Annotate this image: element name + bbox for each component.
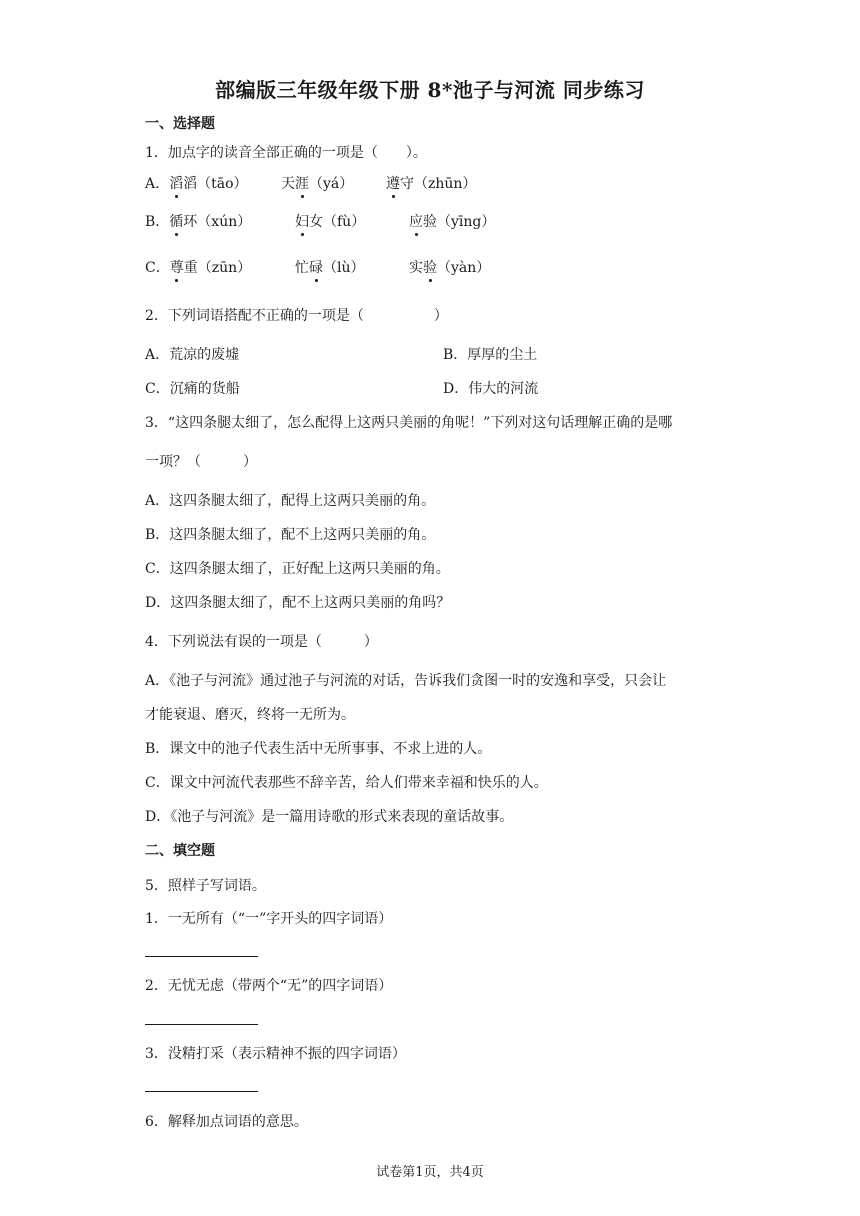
- q3-option-b: B．这四条腿太细了，配不上这两只美丽的角。: [145, 527, 436, 543]
- q3-option-c: C．这四条腿太细了，正好配上这两只美丽的角。: [145, 561, 450, 577]
- q2-option-d: D．伟大的河流: [443, 381, 539, 397]
- emphasis-dot-char: 滔: [169, 173, 183, 193]
- q4-option-a-line-2: 才能衰退、磨灭，终将一无所为。: [145, 707, 355, 723]
- emphasis-dot-char: 循: [169, 211, 183, 231]
- q4-option-b: B．课文中的池子代表生活中无所事事、不求上进的人。: [145, 741, 492, 757]
- q1-option-a-word-2: 天涯（yá）: [281, 173, 353, 193]
- emphasis-dot-char: 验: [423, 257, 437, 277]
- page-title: 部编版三年级年级下册 8*池子与河流 同步练习: [215, 78, 645, 102]
- q4-option-c: C．课文中河流代表那些不辞辛苦，给人们带来幸福和快乐的人。: [145, 775, 548, 791]
- question-6-stem: 6．解释加点词语的意思。: [145, 1114, 308, 1130]
- question-5-stem: 5．照样子写词语。: [145, 878, 266, 894]
- q1-option-b-word-2: 妇女（fù）: [295, 211, 365, 231]
- q3-option-d: D．这四条腿太细了，配不上这两只美丽的角吗？: [145, 595, 451, 611]
- answer-blank-line[interactable]: [145, 1024, 258, 1025]
- emphasis-dot-char: 应: [409, 211, 423, 231]
- answer-blank-line[interactable]: [145, 956, 258, 957]
- q1-option-c-word-2: 忙碌（lù）: [295, 257, 365, 277]
- q1-option-b-word-1: B．循环（xún）: [145, 211, 251, 231]
- q4-option-a-line-1: A．《池子与河流》通过池子与河流的对话，告诉我们贪图一时的安逸和享受，只会让: [145, 673, 667, 689]
- q5-item-3: 3．没精打采（表示精神不振的四字词语）: [145, 1046, 406, 1062]
- q4-option-d: D．《池子与河流》是一篇用诗歌的形式来表现的童话故事。: [145, 809, 514, 825]
- section-heading-choice: 一、选择题: [145, 116, 215, 132]
- emphasis-dot-char: 涯: [295, 173, 309, 193]
- q1-option-c-word-1: C．尊重（zūn）: [145, 257, 251, 277]
- question-1-stem: 1．加点字的读音全部正确的一项是（ ）。: [145, 145, 427, 161]
- question-2-stem: 2．下列词语搭配不正确的一项是（ ）: [145, 308, 448, 324]
- question-3-stem-line-2: 一项？（ ）: [145, 454, 257, 470]
- q1-option-b-word-3: 应验（yīng）: [409, 211, 495, 231]
- page-footer: 试卷第1页，共4页: [376, 1165, 484, 1180]
- question-3-stem-line-1: 3．“这四条腿太细了，怎么配得上这两只美丽的角呢！”下列对这句话理解正确的是哪: [145, 415, 673, 431]
- q5-item-2: 2．无忧无虑（带两个“无”的四字词语）: [145, 978, 393, 994]
- q3-option-a: A．这四条腿太细了，配得上这两只美丽的角。: [145, 493, 436, 509]
- emphasis-dot-char: 妇: [295, 211, 309, 231]
- q1-option-a-word-3: 遵守（zhūn）: [386, 173, 476, 193]
- section-heading-fill: 二、填空题: [145, 843, 215, 859]
- q2-option-a: A．荒凉的废墟: [145, 347, 240, 363]
- emphasis-dot-char: 尊: [170, 257, 184, 277]
- q5-item-1: 1．一无所有（“一”字开头的四字词语）: [145, 911, 393, 927]
- q1-option-a-word-1: A．滔滔（tāo）: [145, 173, 248, 193]
- q1-option-c-word-3: 实验（yàn）: [409, 257, 490, 277]
- q2-option-b: B．厚厚的尘土: [443, 347, 538, 363]
- answer-blank-line[interactable]: [145, 1091, 258, 1092]
- question-4-stem: 4．下列说法有误的一项是（ ）: [145, 634, 378, 650]
- emphasis-dot-char: 碌: [309, 257, 323, 277]
- emphasis-dot-char: 遵: [386, 173, 400, 193]
- q2-option-c: C．沉痛的货船: [145, 381, 240, 397]
